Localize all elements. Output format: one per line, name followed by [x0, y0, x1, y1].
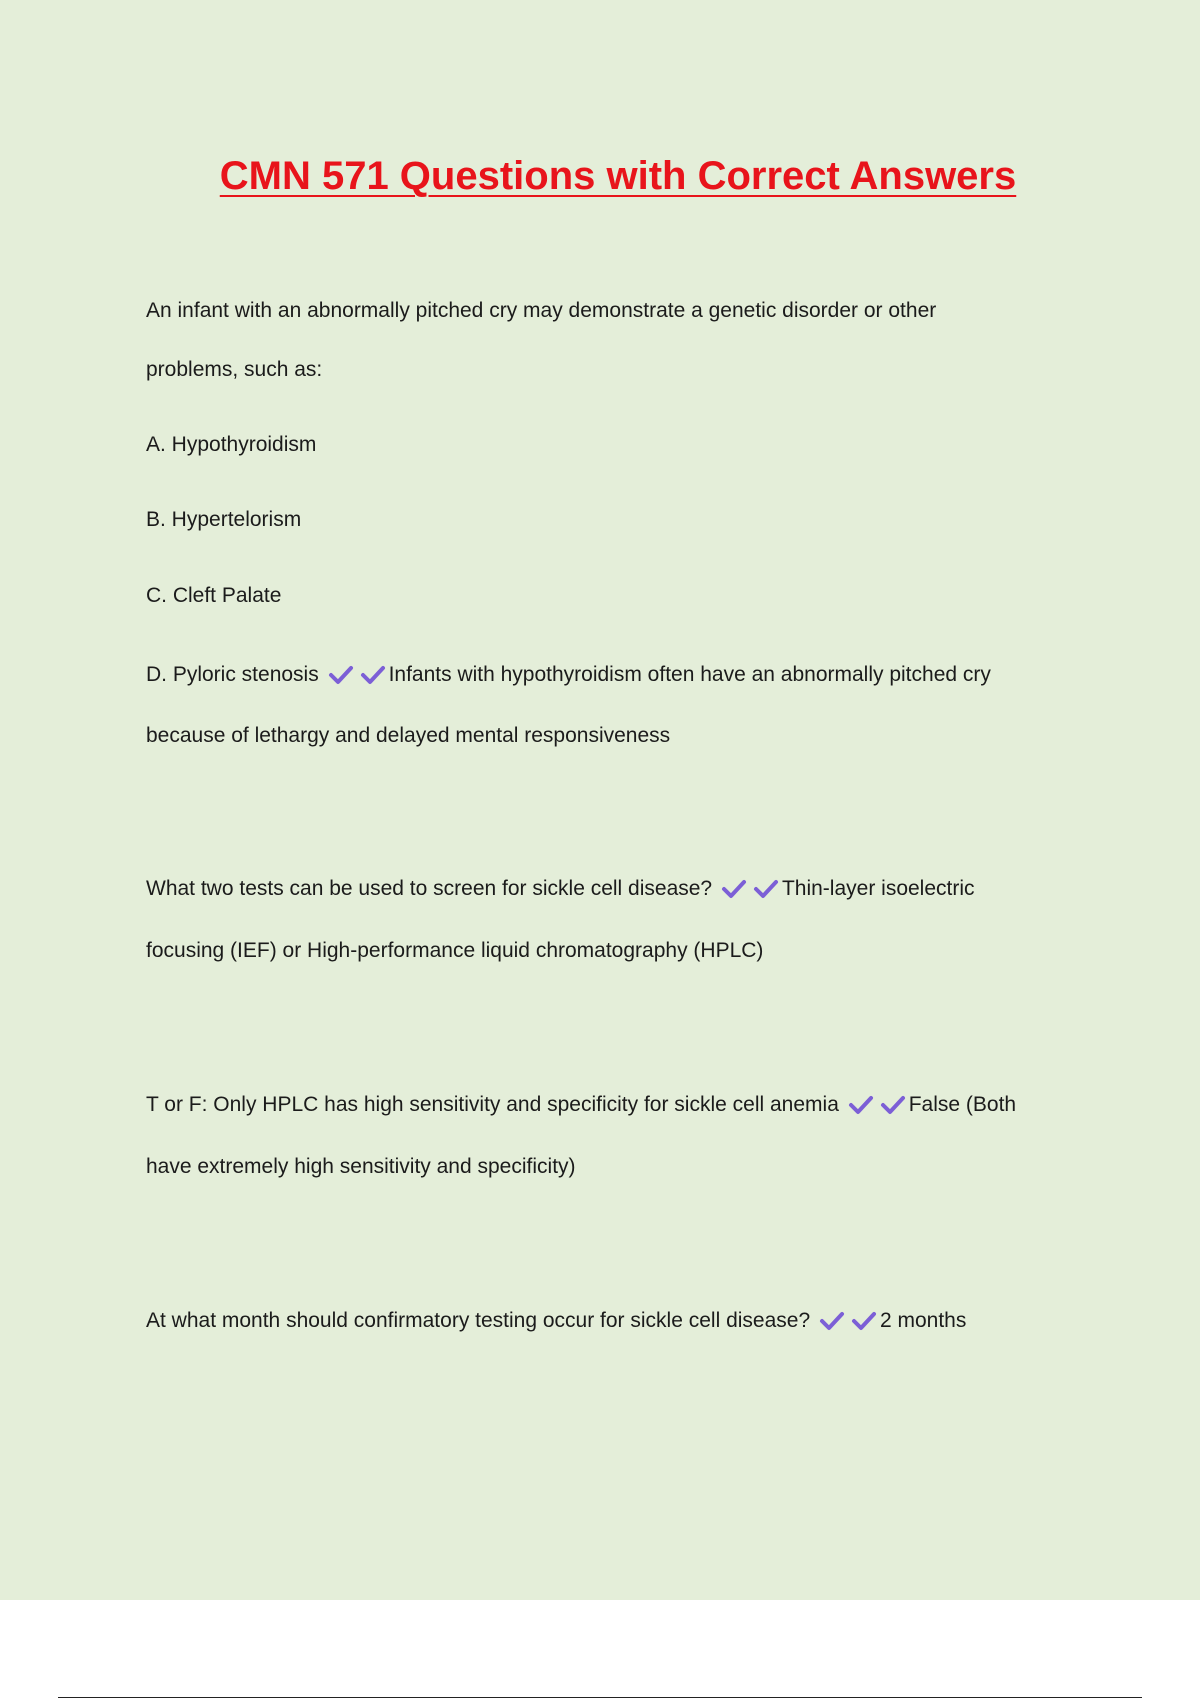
- document-title: CMN 571 Questions with Correct Answers: [219, 154, 1017, 198]
- q1-option-d-row: [146, 660, 991, 690]
- footer-rule: [58, 1697, 1142, 1698]
- check-icon: [880, 1095, 906, 1115]
- q1-answer-line-2: because of lethargy and delayed mental responsiveness: [146, 724, 671, 747]
- q2-answer-line-1: Thin-layer isoelectric: [781, 877, 975, 900]
- q3-question: T or F: Only HPLC has high sensitivity and specificity for sickle cell anemia: [146, 1093, 839, 1116]
- check-icon: [328, 665, 354, 685]
- check-icon: [848, 1095, 874, 1115]
- q3-answer-line-2: have extremely high sensitivity and specificity): [146, 1155, 576, 1178]
- q2-answer-line-2: focusing (IEF) or High-performance liquid chromatography (HPLC): [146, 939, 764, 962]
- q1-option-d: D. Pyloric stenosis: [146, 663, 319, 686]
- q1-question-line-2: problems, such as:: [146, 358, 323, 381]
- check-icon: [851, 1311, 877, 1331]
- q2-question-row: [146, 874, 975, 904]
- check-icon: [721, 879, 747, 899]
- check-icon: [360, 665, 386, 685]
- q3-answer-line-1: False (Both: [908, 1093, 1017, 1116]
- q1-option-c: C. Cleft Palate: [146, 584, 282, 607]
- q3-question-row: [146, 1090, 1016, 1120]
- q1-question-line-1: An infant with an abnormally pitched cry may demonstrate a genetic disorder or other: [146, 299, 937, 322]
- q1-answer-line-1: Infants with hypothyroidism often have an abnormally pitched cry: [388, 663, 991, 686]
- q1-option-b: B. Hypertelorism: [146, 508, 302, 531]
- check-icon: [753, 879, 779, 899]
- check-icon: [819, 1311, 845, 1331]
- q4-question: At what month should confirmatory testing occur for sickle cell disease?: [146, 1309, 811, 1332]
- q1-option-a: A. Hypothyroidism: [146, 433, 317, 456]
- q2-question: What two tests can be used to screen for sickle cell disease?: [146, 877, 713, 900]
- q4-answer: 2 months: [879, 1309, 967, 1332]
- q4-question-row: [146, 1306, 966, 1336]
